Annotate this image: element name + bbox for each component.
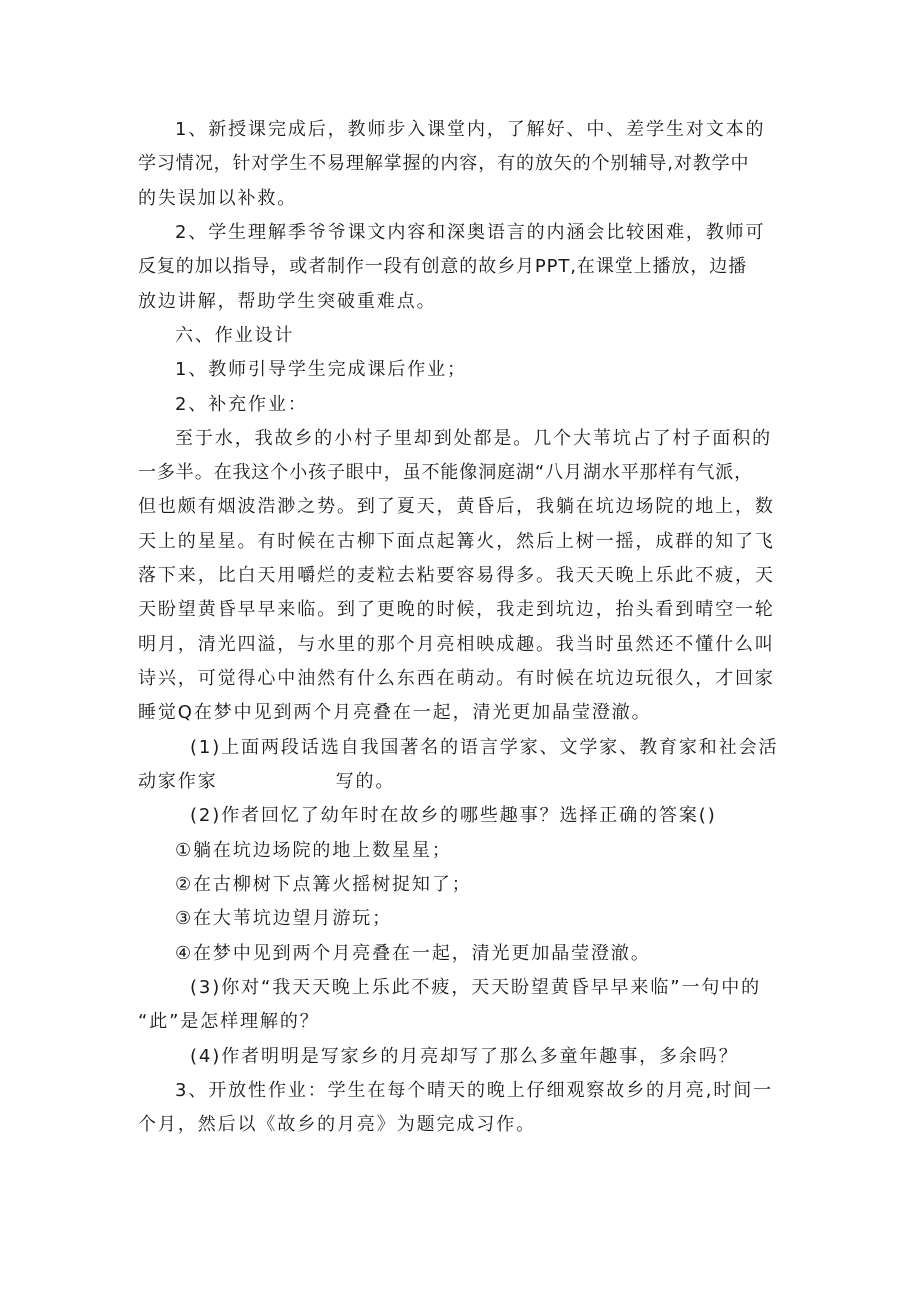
passage-line: 至于水，我故乡的小村子里却到处都是。几个大苇坑占了村子面积的 [175, 428, 772, 449]
option-3: ③在大苇坑边望月游玩； [175, 908, 393, 929]
text-line: 放边讲解，帮助学生突破重难点。 [138, 291, 437, 312]
text-line: 2、补充作业： [175, 394, 308, 415]
text-line: 学习情况，针对学生不易理解掌握的内容，有的放矢的个别辅导,对教学中 [138, 153, 750, 174]
question-4: (4)作者明明是写家乡的月亮却写了那么多童年趣事，多余吗？ [190, 1046, 739, 1067]
passage-line: 天盼望黄昏早早来临。到了更晚的时候，我走到坑边，抬头看到晴空一轮 [138, 599, 775, 620]
text-line: 1、新授课完成后，教师步入课堂内，了解好、中、差学生对文本的 [175, 119, 766, 140]
section-heading: 六、作业设计 [175, 325, 295, 346]
question-3: (3)你对“我天天晚上乐此不疲，天天盼望黄昏早早来临”一句中的 [190, 977, 762, 998]
text-line: 反复的加以指导，或者制作一段有创意的故乡月PPT,在课堂上播放，边播 [138, 256, 748, 277]
passage-line: 诗兴，可觉得心中油然有什么东西在萌动。有时候在坑边玩很久，才回家 [138, 668, 775, 689]
passage-line: 落下来，比白天用嚼烂的麦粒去粘要容易得多。我天天晚上乐此不疲，天 [138, 565, 775, 586]
text-line: 个月，然后以《故乡的月亮》为题完成习作。 [138, 1114, 536, 1135]
option-2: ②在古柳树下点篝火摇树捉知了； [175, 874, 472, 895]
passage-line: 但也颇有烟波浩渺之势。到了夏天，黄昏后，我躺在坑边场院的地上，数 [138, 496, 775, 517]
answer-blank[interactable] [218, 772, 336, 792]
text-line: 3、开放性作业：学生在每个晴天的晚上仔细观察故乡的月亮,时间一 [175, 1080, 774, 1101]
option-1: ①躺在坑边场院的地上数星星； [175, 840, 452, 861]
text-line: 的失误加以补救。 [138, 188, 298, 209]
text-line: 2、学生理解季爷爷课文内容和深奥语言的内涵会比较困难，教师可 [175, 222, 766, 243]
question-2: (2)作者回忆了幼年时在故乡的哪些趣事？选择正确的答案() [190, 805, 717, 826]
question-1-suffix: 写的。 [335, 771, 396, 792]
passage-line: 睡觉Q在梦中见到两个月亮叠在一起，清光更加晶莹澄澈。 [138, 702, 652, 723]
passage-line: 天上的星星。有时候在古柳下面点起篝火，然后上树一摇，成群的知了飞 [138, 531, 775, 552]
option-4: ④在梦中见到两个月亮叠在一起，清光更加晶莹澄澈。 [175, 943, 651, 964]
passage-line: 一多半。在我这个小孩子眼中，虽不能像洞庭湖“八月湖水平那样有气派， [138, 462, 754, 483]
question-1: (1)上面两段话选自我国著名的语言学家、文学家、教育家和社会活 [190, 737, 779, 758]
question-3-continued: “此”是怎样理解的？ [138, 1011, 320, 1032]
question-1-continued [138, 768, 788, 796]
passage-line: 明月，清光四溢，与水里的那个月亮相映成趣。我当时虽然还不懂什么叫 [138, 634, 775, 655]
text-line: 1、教师引导学生完成课后作业； [175, 359, 467, 380]
question-1-prefix: 动家作家 [138, 771, 218, 792]
